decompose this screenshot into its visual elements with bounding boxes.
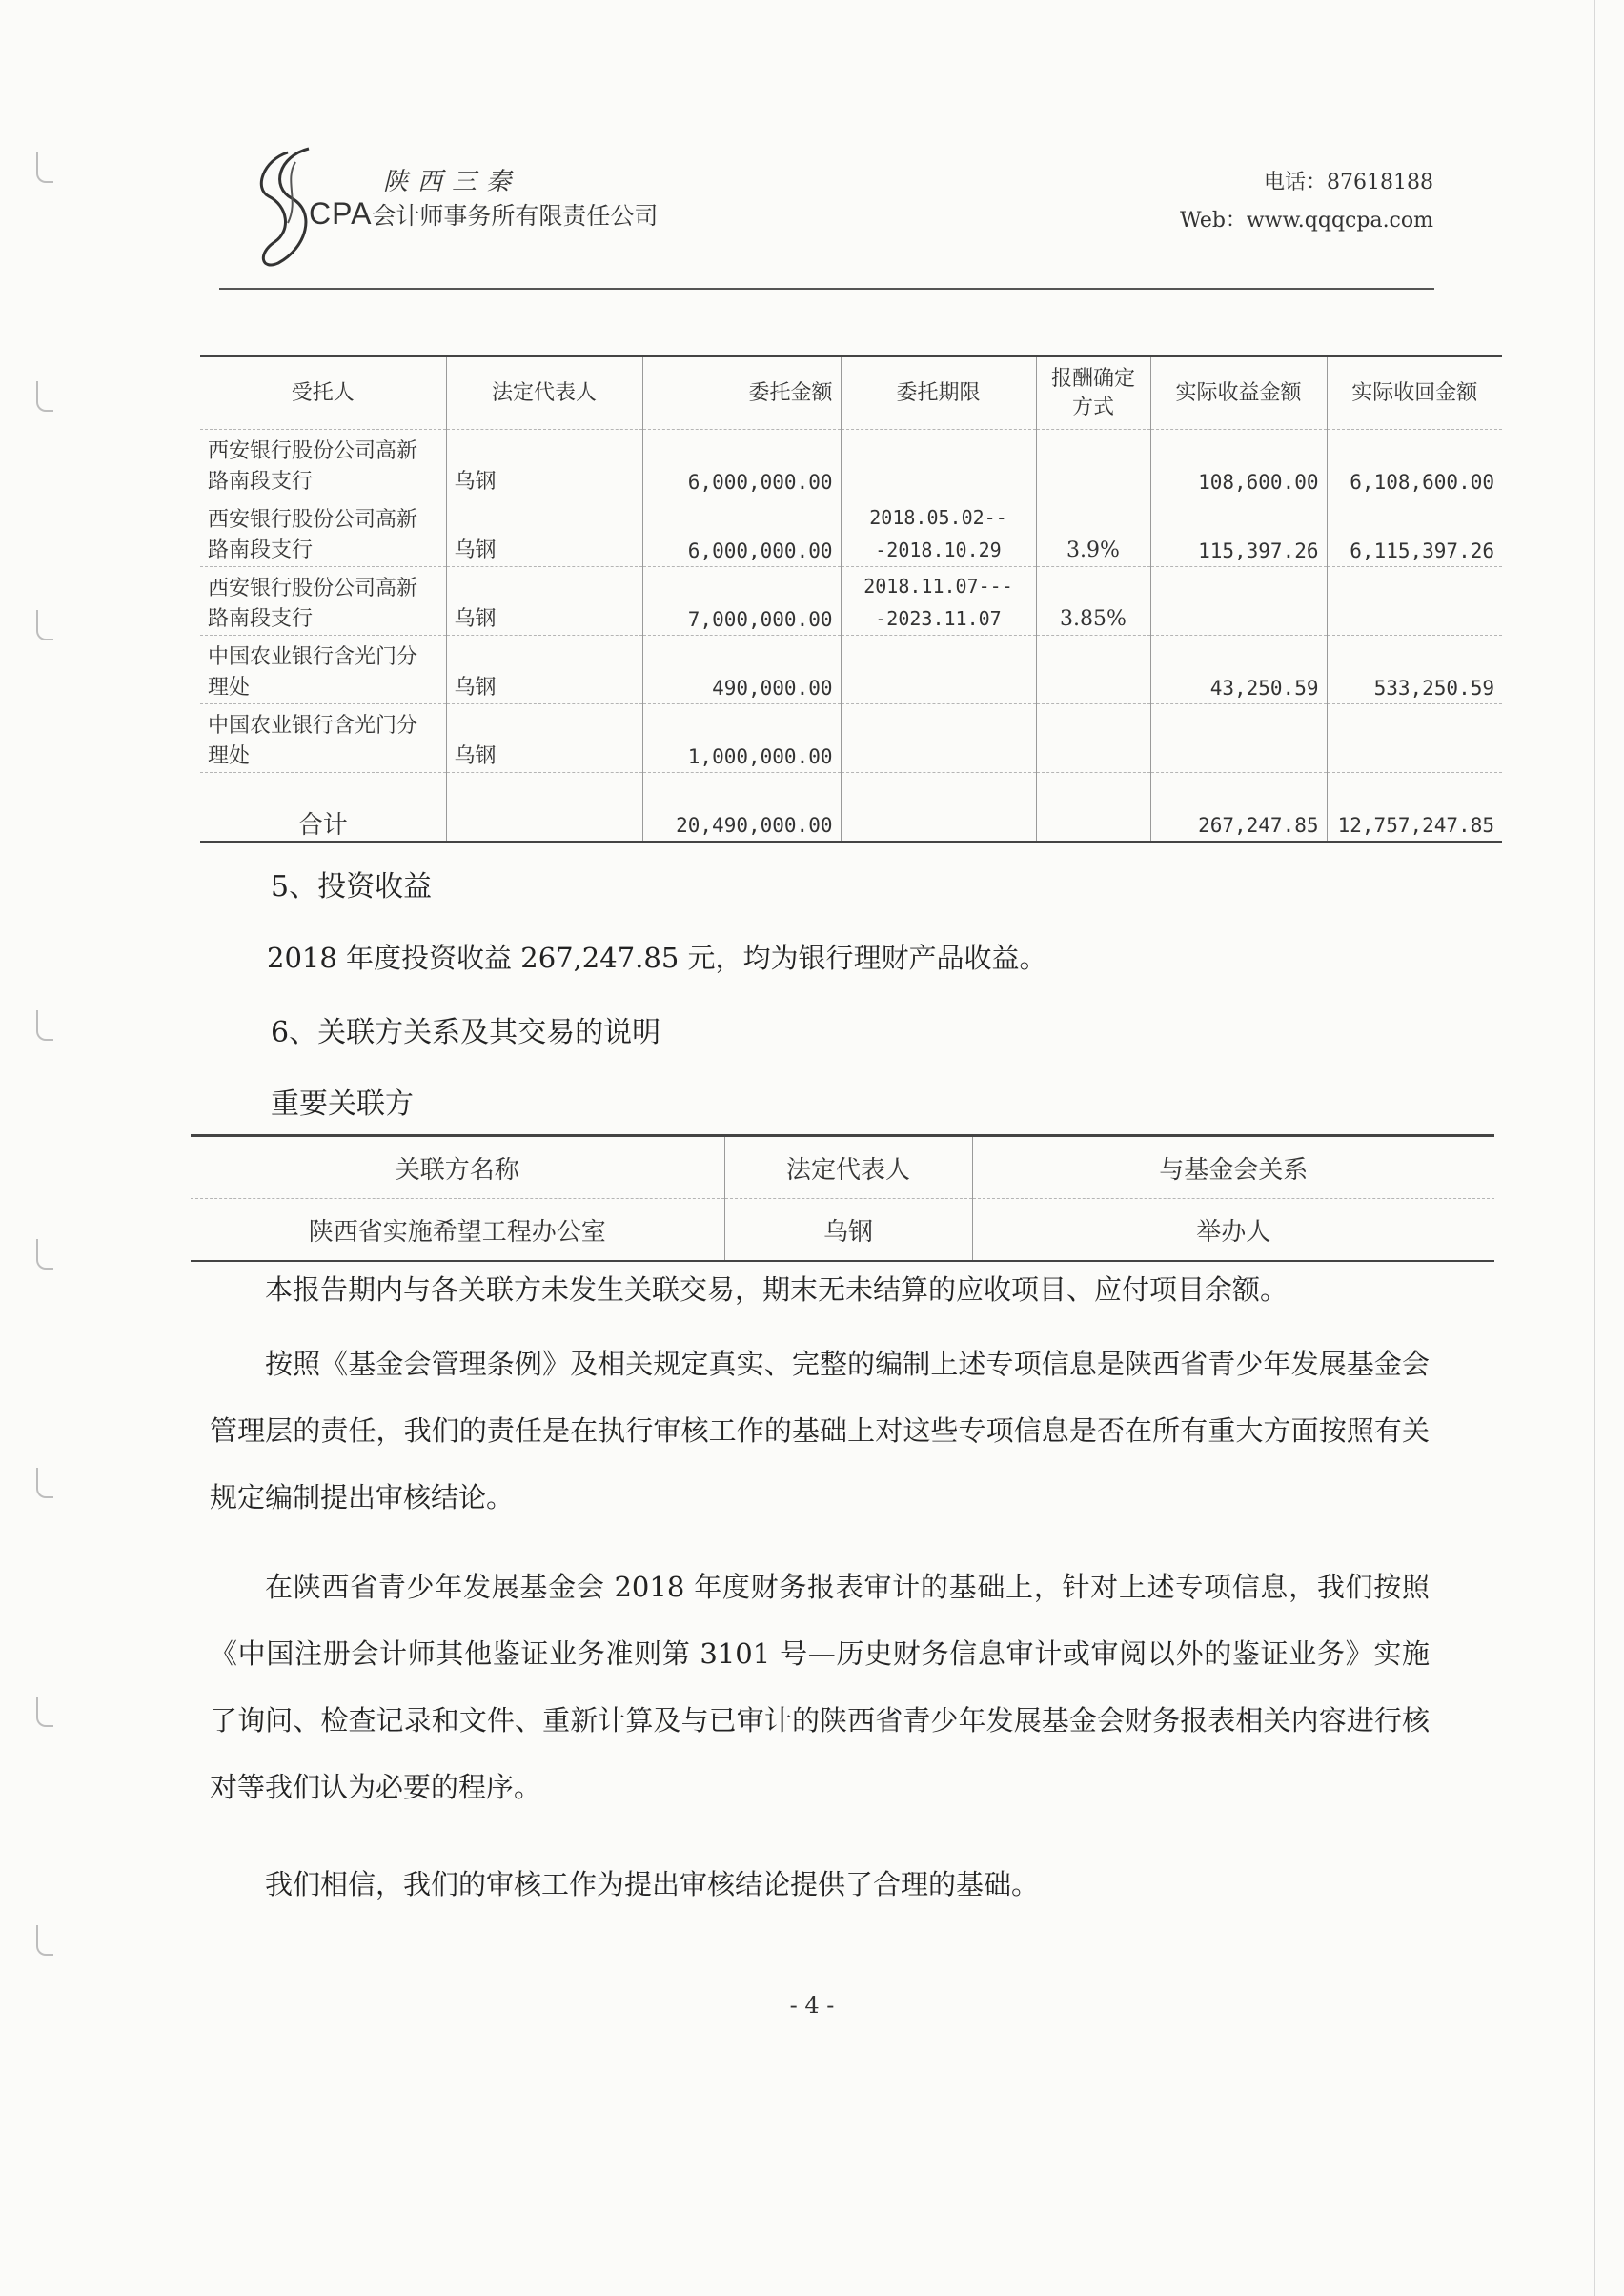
total-amount: 20,490,000.00	[642, 773, 841, 843]
page-edge	[1594, 0, 1595, 2296]
table-row	[200, 704, 1502, 773]
table-row	[200, 498, 1502, 567]
col-header: 实际收益金额	[1150, 356, 1327, 430]
income-cell: 108,600.00	[1150, 430, 1327, 498]
paragraph: 在陕西省青少年发展基金会 2018 年度财务报表审计的基础上，针对上述专项信息，我们按照《中国注册会计师其他鉴证业务准则第 3101 号—历史财务信息审计或审阅以外的鉴证业务》实施了询问、检查记录和文件、重新计算及与已审计的陕西省青少年发展基金会财务报表相关内容进行核对等我们认为必要的程序。	[210, 1571, 1430, 1803]
amount-cell: 6,000,000.00	[642, 430, 841, 498]
income-cell	[1150, 704, 1327, 773]
binder-mark	[36, 381, 53, 412]
amount-cell: 6,000,000.00	[642, 498, 841, 567]
fee-cell	[1036, 704, 1150, 773]
relation-cell: 举办人	[972, 1199, 1494, 1262]
binder-mark	[36, 1468, 53, 1498]
income-cell	[1150, 567, 1327, 636]
total-recovered: 12,757,247.85	[1327, 773, 1502, 843]
logo-name: 陕西三秦	[383, 168, 521, 196]
binder-mark	[36, 1010, 53, 1041]
fee-cell	[1036, 430, 1150, 498]
paragraph: 我们相信，我们的审核工作为提出审核结论提供了合理的基础。	[265, 1868, 1040, 1900]
col-header: 委托期限	[841, 356, 1036, 430]
total-label: 合计	[200, 773, 446, 843]
fee-cell: 3.9%	[1036, 498, 1150, 567]
col-header: 关联方名称	[191, 1136, 724, 1199]
header-divider	[219, 288, 1434, 290]
trustee-cell: 中国农业银行含光门分理处	[200, 704, 446, 773]
table-row	[200, 567, 1502, 636]
section-5-text: 2018 年度投资收益 267,247.85 元，均为银行理财产品收益。	[267, 942, 1047, 974]
period-cell: 2018.05.02---2018.10.29	[841, 498, 1036, 567]
binder-mark	[36, 1697, 53, 1727]
col-header: 受托人	[200, 356, 446, 430]
col-header: 实际收回金额	[1327, 356, 1502, 430]
recovered-cell: 6,115,397.26	[1327, 498, 1502, 567]
col-header: 委托金额	[642, 356, 841, 430]
binder-mark	[36, 610, 53, 640]
col-header: 报酬确定方式	[1036, 356, 1150, 430]
trustee-cell: 中国农业银行含光门分理处	[200, 636, 446, 704]
paragraph: 按照《基金会管理条例》及相关规定真实、完整的编制上述专项信息是陕西省青少年发展基金会管理层的责任，我们的责任是在执行审核工作的基础上对这些专项信息是否在所有重大方面按照有关规定编制提出审核结论。	[210, 1348, 1430, 1514]
period-cell	[841, 704, 1036, 773]
section-5-title: 5、投资收益	[271, 870, 433, 904]
page-number: - 4 -	[789, 1992, 835, 2019]
col-header: 法定代表人	[724, 1136, 972, 1199]
recovered-cell	[1327, 567, 1502, 636]
party-name-cell: 陕西省实施希望工程办公室	[191, 1199, 724, 1262]
empty-cell	[841, 773, 1036, 843]
income-cell: 43,250.59	[1150, 636, 1327, 704]
fee-cell: 3.85%	[1036, 567, 1150, 636]
table-row	[200, 430, 1502, 498]
rep-cell: 乌钢	[446, 567, 642, 636]
table-header-row	[200, 356, 1502, 430]
logo-company: 会计师事务所有限责任公司	[372, 202, 659, 230]
paragraph: 本报告期内与各关联方未发生关联交易，期末无未结算的应收项目、应付项目余额。	[265, 1273, 1289, 1306]
income-cell: 115,397.26	[1150, 498, 1327, 567]
binder-mark	[36, 1925, 53, 1956]
rep-cell: 乌钢	[724, 1199, 972, 1262]
website: Web：www.qqqcpa.com	[1180, 209, 1433, 233]
col-header: 与基金会关系	[972, 1136, 1494, 1199]
amount-cell: 1,000,000.00	[642, 704, 841, 773]
col-header: 法定代表人	[446, 356, 642, 430]
amount-cell: 7,000,000.00	[642, 567, 841, 636]
related-party-table	[191, 1134, 1494, 1262]
period-cell: 2018.11.07----2023.11.07	[841, 567, 1036, 636]
trustee-cell: 西安银行股份公司高新路南段支行	[200, 430, 446, 498]
total-row	[200, 773, 1502, 843]
fee-cell	[1036, 636, 1150, 704]
section-6-title: 6、关联方关系及其交易的说明	[271, 1016, 661, 1049]
rep-cell: 乌钢	[446, 430, 642, 498]
amount-cell: 490,000.00	[642, 636, 841, 704]
phone: 电话：87618188	[1264, 171, 1433, 194]
binder-mark	[36, 152, 53, 183]
logo-cpa: CPA	[309, 196, 373, 231]
empty-cell	[1036, 773, 1150, 843]
empty-cell	[446, 773, 642, 843]
total-income: 267,247.85	[1150, 773, 1327, 843]
table-header-row	[191, 1136, 1494, 1199]
recovered-cell: 533,250.59	[1327, 636, 1502, 704]
rep-cell: 乌钢	[446, 704, 642, 773]
section-6-subtitle: 重要关联方	[271, 1087, 414, 1121]
trustee-cell: 西安银行股份公司高新路南段支行	[200, 498, 446, 567]
binder-mark	[36, 1239, 53, 1270]
table-row	[200, 636, 1502, 704]
recovered-cell: 6,108,600.00	[1327, 430, 1502, 498]
rep-cell: 乌钢	[446, 498, 642, 567]
trustee-cell: 西安银行股份公司高新路南段支行	[200, 567, 446, 636]
period-cell	[841, 636, 1036, 704]
rep-cell: 乌钢	[446, 636, 642, 704]
recovered-cell	[1327, 704, 1502, 773]
logo-company-name	[309, 196, 658, 232]
table-row	[191, 1199, 1494, 1262]
company-logo	[250, 143, 736, 276]
period-cell	[841, 430, 1036, 498]
entrust-table	[200, 355, 1502, 843]
contact-info	[1180, 164, 1433, 240]
